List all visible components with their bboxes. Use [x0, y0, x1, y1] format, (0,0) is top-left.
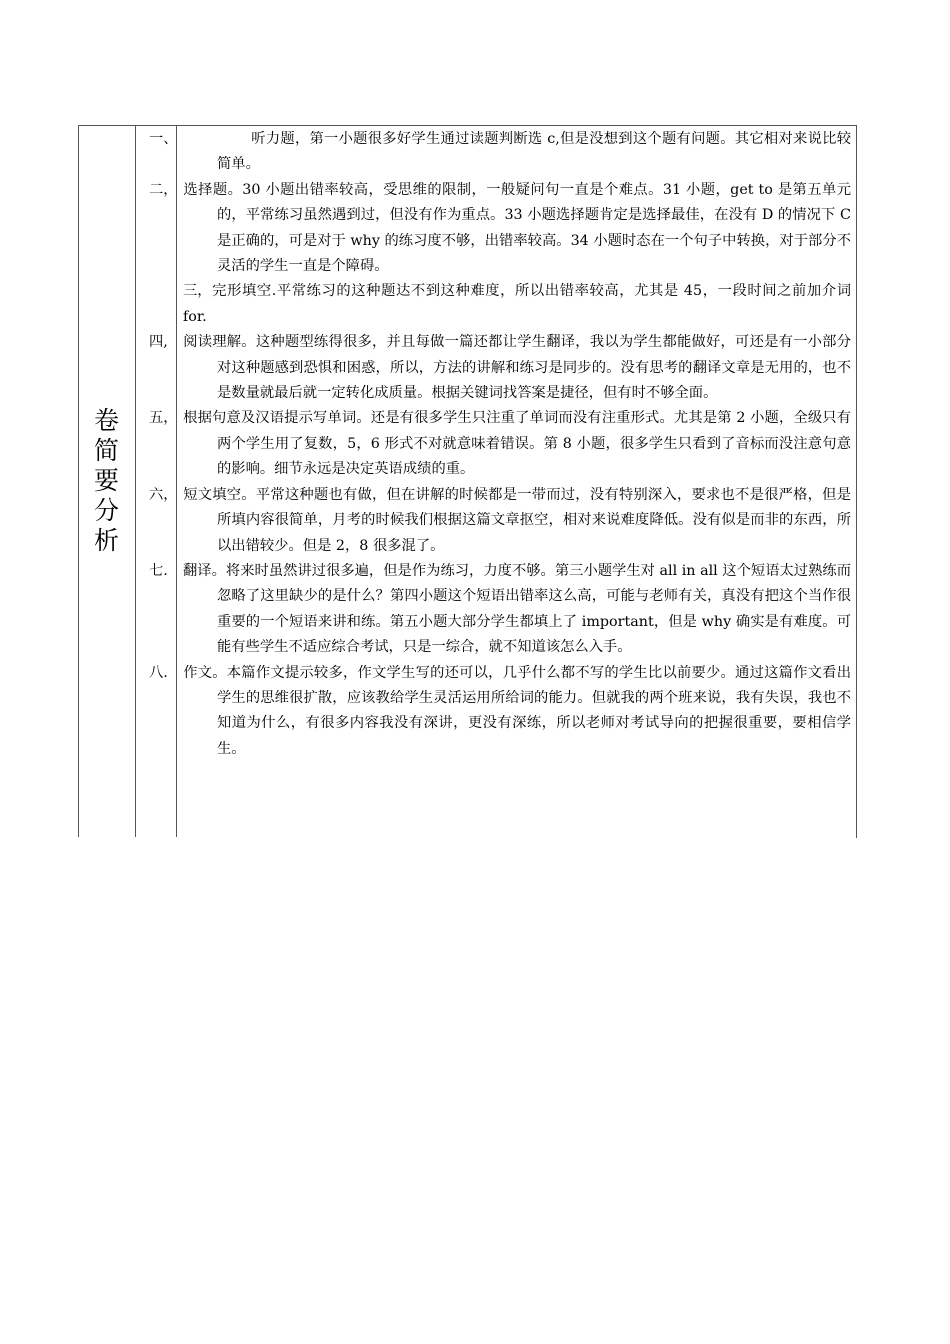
paragraph-text: 阅读理解。这种题型练得很多，并且每做一篇还都让学生翻译，我以为学生都能做好，可还是有一小部分对这种题感到恐惧和困惑，所以，方法的讲解和练习是同步的。没有思考的翻译文章是无用的，也不是数量就最后就一定转化成质量。根据关键词找答案是捷径，但有时不够全面。: [183, 334, 851, 402]
table-divider-2: [176, 125, 177, 837]
paragraph-text: 选择题。30 小题出错率较高，受思维的限制，一般疑问句一直是个难点。31 小题，get to 是第五单元的，平常练习虽然遇到过，但没有作为重点。33 小题选择题肯定是选择最佳，在没有 D 的情况下 C 是正确的，可是对于 why 的练习度不够，出错率较高。34 小题时态在一个句子中转换，对于部分不灵活的学生一直是个障碍。: [183, 181, 851, 275]
section-label: 卷简要分析: [93, 406, 119, 555]
section-label-cell: [78, 125, 135, 837]
paragraph-text: 作文。本篇作文提示较多，作文学生写的还可以，几乎什么都不写的学生比以前要少。通过这篇作文看出学生的思维很扩散，应该教给学生灵活运用所给词的能力。但就我的两个班来说，我有失误，我也不知道为什么，有很多内容我没有深讲，更没有深练，所以老师对考试导向的把握很重要，要相信学生。: [183, 664, 851, 757]
analysis-content: [149, 127, 851, 762]
paragraph-text: 听力题，第一小题很多好学生通过读题判断选 c,但是没想到这个题有问题。其它相对来说比较简单。: [217, 131, 851, 173]
analysis-paragraph-6: 六， 短文填空。平常这种题也有做，但在讲解的时候都是一带而过，没有特别深入，要求也不是很严格，但是所填内容很简单，月考的时候我们根据这篇文章抠空，相对来说难度降低。没有似是而非的东西，所以出错较少。但是 2，8 很多混了。: [149, 486, 851, 554]
paragraph-text: 翻译。将来时虽然讲过很多遍，但是作为练习，力度不够。第三小题学生对 all in all 这个短语太过熟练而忽略了这里缺少的是什么？第四小题这个短语出错率这么高，可能与老师有关，真没有把这个当作很重要的一个短语来讲和练。第五小题大部分学生都填上了 important，但是 why 确实是有难度。可能有些学生不适应综合考试，只是一综合，就不知道该怎么入手。: [183, 562, 851, 656]
analysis-paragraph-3: [183, 279, 851, 330]
paragraph-text: 根据句意及汉语提示写单词。还是有很多学生只注重了单词而没有注重形式。尤其是第 2 小题，全级只有两个学生用了复数，5，6 形式不对就意味着错误。第 8 小题，很多学生只看到了音标而没注意句意的影响。细节永远是决定英语成绩的重。: [183, 410, 851, 478]
paragraph-number: 一、: [149, 131, 178, 147]
table-divider-1: [135, 125, 136, 837]
analysis-paragraph-2: 二， 选择题。30 小题出错率较高，受思维的限制，一般疑问句一直是个难点。31 小题，get to 是第五单元的，平常练习虽然遇到过，但没有作为重点。33 小题选择题肯定是选择最佳，在没有 D 的情况下 C 是正确的，可是对于 why 的练习度不够，出错率较高。34 小题时态在一个句子中转换，对于部分不灵活的学生一直是个障碍。: [149, 181, 851, 275]
analysis-paragraph-7: 七. 翻译。将来时虽然讲过很多遍，但是作为练习，力度不够。第三小题学生对 all in all 这个短语太过熟练而忽略了这里缺少的是什么？第四小题这个短语出错率这么高，可能与老师有关，真没有把这个当作很重要的一个短语来讲和练。第五小题大部分学生都填上了 important，但是 why 确实是有难度。可能有些学生不适应综合考试，只是一综合，就不知道该怎么入手。: [149, 562, 851, 656]
analysis-paragraph-8: 八. 作文。本篇作文提示较多，作文学生写的还可以，几乎什么都不写的学生比以前要少。通过这篇作文看出学生的思维很扩散，应该教给学生灵活运用所给词的能力。但就我的两个班来说，我有失误，我也不知道为什么，有很多内容我没有深讲，更没有深练，所以老师对考试导向的把握很重要，要相信学生。: [149, 664, 851, 757]
paragraph-number: 三，: [183, 283, 212, 300]
paragraph-text: 短文填空。平常这种题也有做，但在讲解的时候都是一带而过，没有特别深入，要求也不是很严格，但是所填内容很简单，月考的时候我们根据这篇文章抠空，相对来说难度降低。没有似是而非的东西，所以出错较少。但是 2，8 很多混了。: [183, 486, 851, 554]
paragraph-text: 完形填空.平常练习的这种题达不到这种难度，所以出错率较高，尤其是 45，一段时间之前加介词 for.: [183, 283, 851, 325]
analysis-paragraph-5: 五， 根据句意及汉语提示写单词。还是有很多学生只注重了单词而没有注重形式。尤其是第 2 小题，全级只有两个学生用了复数，5，6 形式不对就意味着错误。第 8 小题，很多学生只看到了音标而没注意句意的影响。细节永远是决定英语成绩的重。: [149, 410, 851, 478]
analysis-paragraph-1: [149, 127, 851, 178]
analysis-paragraph-4: 四, 阅读理解。这种题型练得很多，并且每做一篇还都让学生翻译，我以为学生都能做好，可还是有一小部分对这种题感到恐惧和困惑，所以，方法的讲解和练习是同步的。没有思考的翻译文章是无用的，也不是数量就最后就一定转化成质量。根据关键词找答案是捷径，但有时不够全面。: [149, 334, 851, 402]
